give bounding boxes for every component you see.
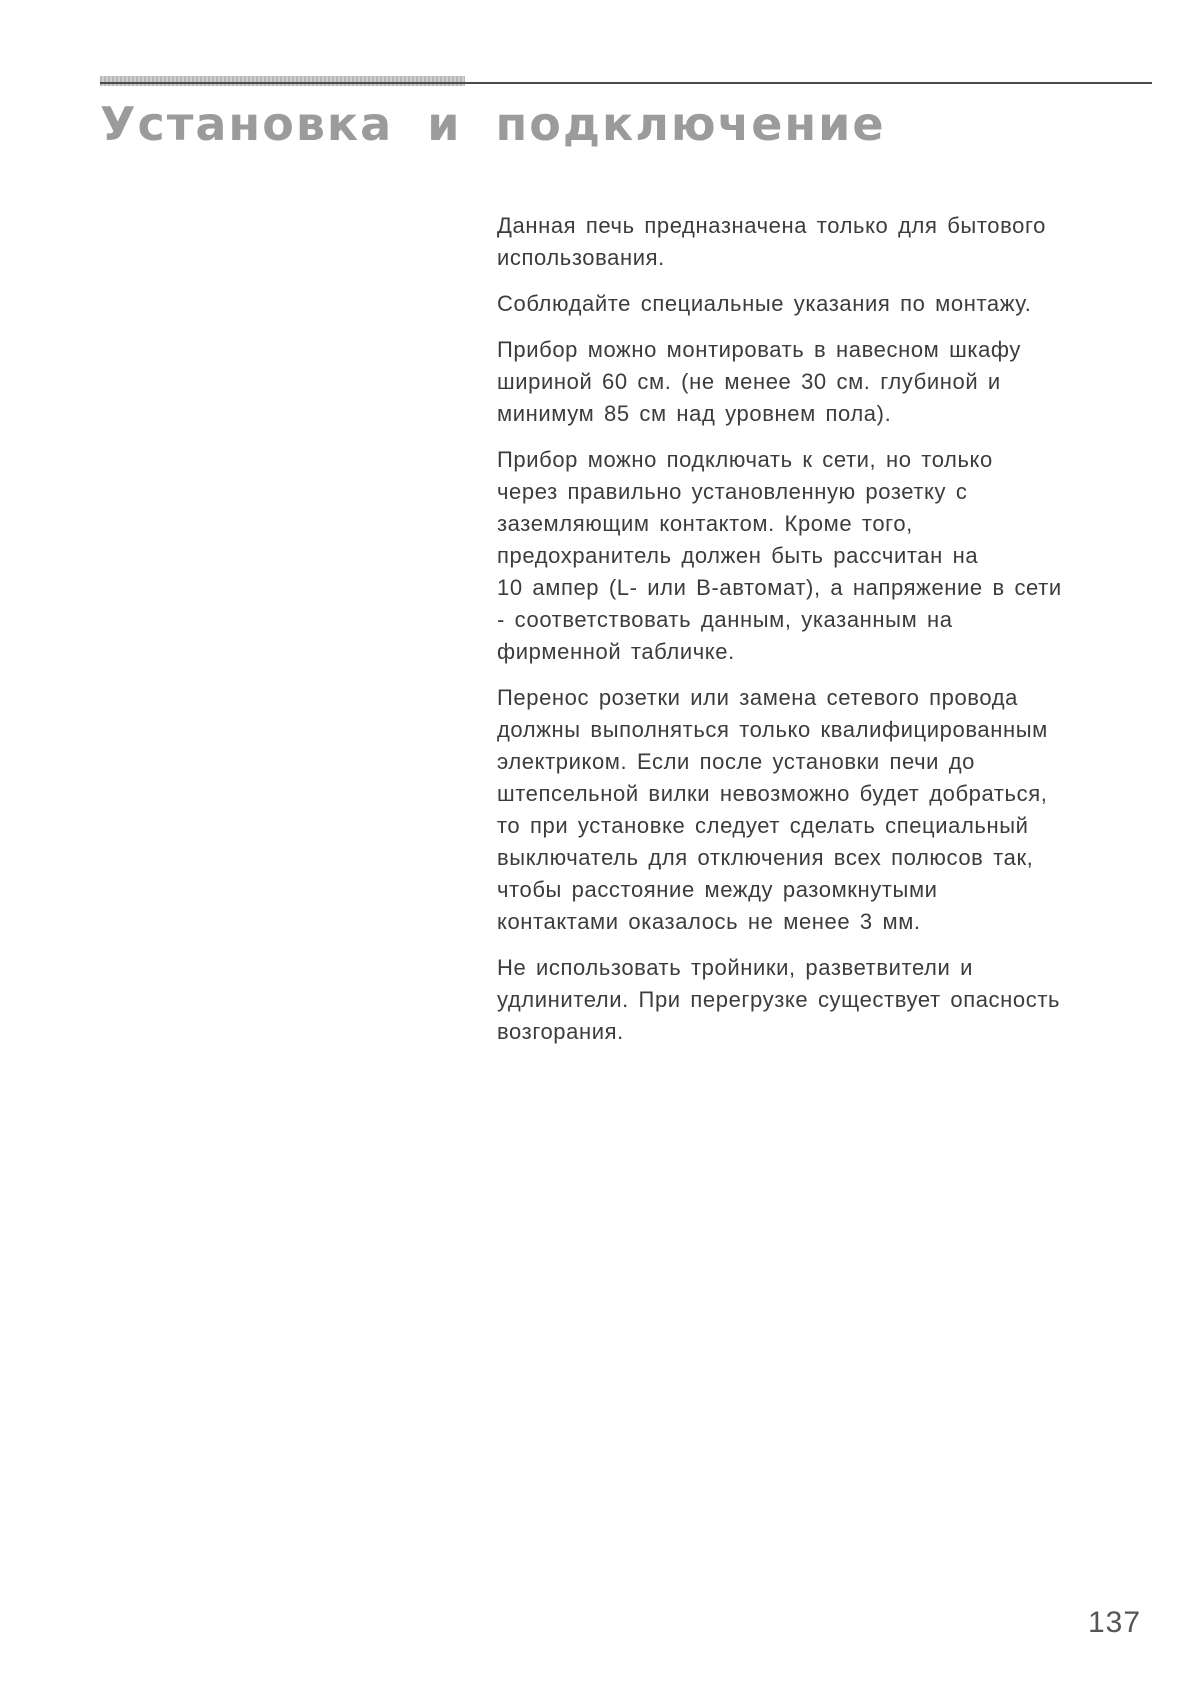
page-title: Установка и подключение <box>100 97 886 151</box>
paragraph-cabinet-dimensions: Прибор можно монтировать в навесном шкафу шириной 60 см. (не менее 30 см. глубиной и минимум 85 см над уровнем пола). <box>497 337 1021 426</box>
paragraph-electrical-connection: Прибор можно подключать к сети, но только через правильно установленную розетку с заземляющим контактом. Кроме того, предохранитель должен быть рассчитан на 10 ампер (L- или B-автомат), а напряжение в сети - соответствовать данным, указанным на фирменной табличке. <box>497 447 1062 664</box>
body-text <box>497 210 1159 1062</box>
header-shaded-bar <box>100 76 465 86</box>
page-number: 137 <box>1088 1606 1142 1639</box>
paragraph-qualified-electrician: Перенос розетки или замена сетевого провода должны выполняться только квалифицированным электриком. Если после установки печи до штепсельной вилки невозможно будет добраться, то при установке следует сделать специальный выключатель для отключения всех полюсов так, чтобы расстояние между разомкнутыми контактами оказалось не менее 3 мм. <box>497 685 1048 934</box>
paragraph-mounting-instructions: Соблюдайте специальные указания по монтажу. <box>497 291 1032 316</box>
header-rule <box>100 82 1152 84</box>
paragraph-no-adapters: Не использовать тройники, разветвители и удлинители. При перегрузке существует опасность возгорания. <box>497 955 1061 1044</box>
paragraph-household-use: Данная печь предназначена только для бытового использования. <box>497 213 1046 270</box>
